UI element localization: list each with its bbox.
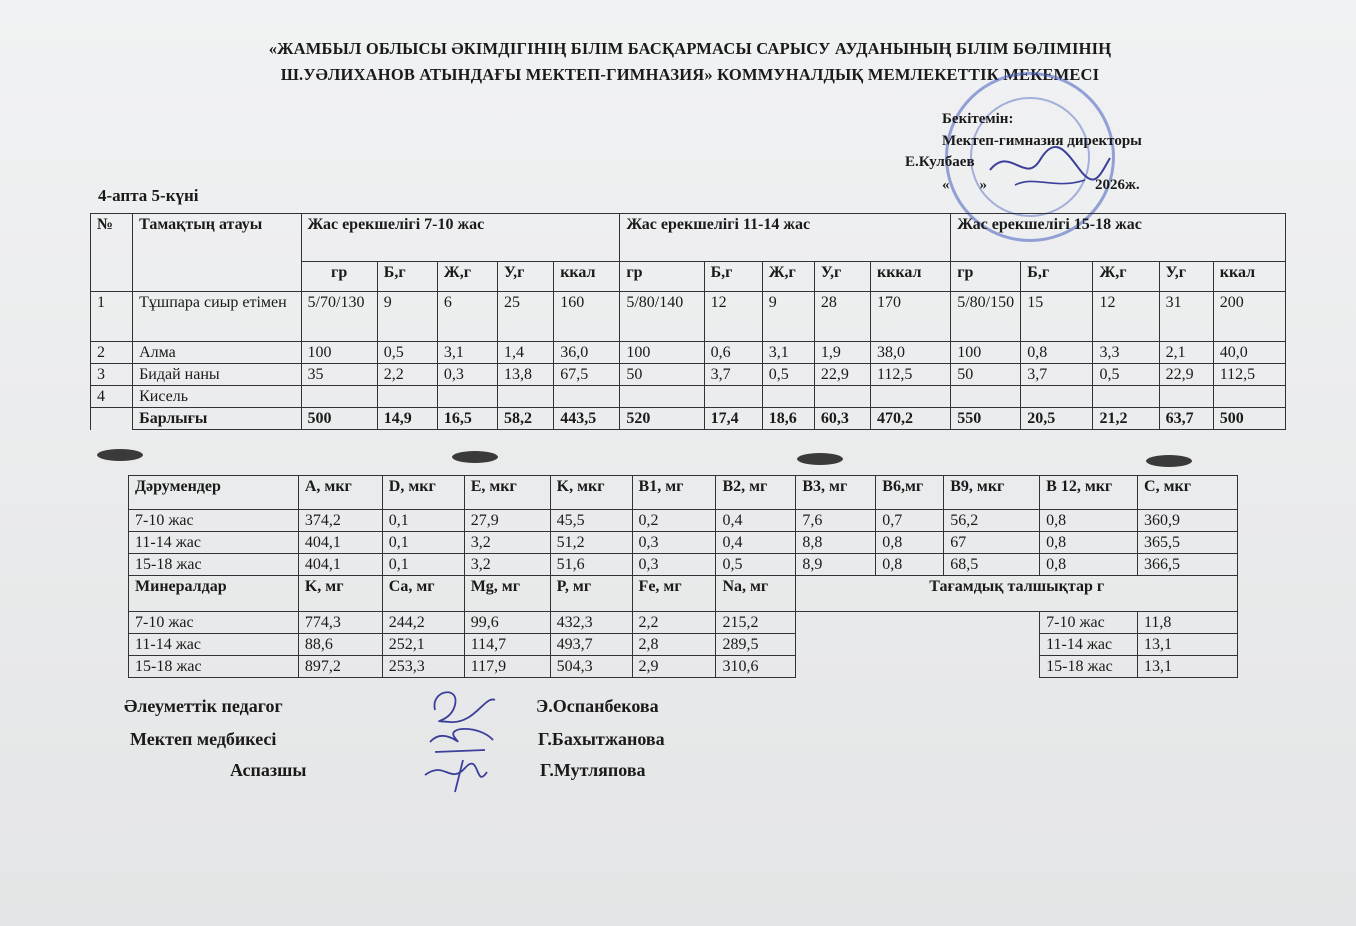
nutrient-value: 1,4 — [498, 342, 554, 364]
nutrient-value: 112,5 — [1213, 364, 1285, 386]
nutrient-value — [437, 386, 497, 408]
vitamin-value: 51,2 — [550, 532, 632, 554]
menu-table — [90, 213, 1286, 430]
vitamin-row — [129, 510, 1238, 532]
nutrient-value — [951, 386, 1021, 408]
mineral-value: 310,6 — [716, 656, 796, 678]
row-number: 1 — [91, 292, 133, 342]
subheader-cell: Б,г — [377, 262, 437, 292]
menu-row — [91, 364, 1286, 386]
mineral-header: K, мг — [298, 576, 382, 612]
menu-row — [91, 386, 1286, 408]
vitamin-header: A, мкг — [298, 476, 382, 510]
vitamin-header: Дәрумендер — [129, 476, 299, 510]
nutrient-value: 6 — [437, 292, 497, 342]
nutrient-value — [301, 386, 377, 408]
mineral-header: Na, мг — [716, 576, 796, 612]
header-line-1: «ЖАМБЫЛ ОБЛЫСЫ ӘКІМДІГІНІҢ БІЛІМ БАСҚАРМАСЫ САРЫСУ АУДАНЫНЫҢ БІЛІМ БӨЛІМІНІҢ — [268, 39, 1112, 58]
menu-body — [91, 292, 1286, 430]
vitamin-row — [129, 532, 1238, 554]
total-value: 550 — [951, 408, 1021, 430]
nutrient-value: 2,1 — [1159, 342, 1213, 364]
vitamin-value: 51,6 — [550, 554, 632, 576]
subheader-cell: гр — [301, 262, 377, 292]
mineral-value: 252,1 — [382, 634, 464, 656]
vitamin-value: 11-14 жас — [129, 532, 299, 554]
vitamin-header: B9, мкг — [944, 476, 1040, 510]
hole-punch-mark — [452, 451, 498, 463]
mineral-value: 7-10 жас — [129, 612, 299, 634]
menu-row — [91, 342, 1286, 364]
mineral-value: 244,2 — [382, 612, 464, 634]
col-number-header: № — [91, 214, 133, 292]
mineral-header: P, мг — [550, 576, 632, 612]
vitamin-value: 0,1 — [382, 554, 464, 576]
minerals-header-row — [129, 576, 1238, 612]
age-group-header: Жас ерекшелігі 7-10 жас — [301, 214, 620, 262]
nutrient-value — [704, 386, 762, 408]
dish-name: Тұшпара сиыр етімен — [133, 292, 301, 342]
vitamin-value: 0,8 — [1040, 532, 1138, 554]
nutrient-value: 31 — [1159, 292, 1213, 342]
mineral-value: 432,3 — [550, 612, 632, 634]
vitamins-body — [129, 476, 1238, 678]
menu-row — [91, 292, 1286, 342]
subheader-cell: Ж,г — [1093, 262, 1159, 292]
mineral-value: 774,3 — [298, 612, 382, 634]
vitamin-value: 366,5 — [1138, 554, 1238, 576]
dish-name: Бидай наны — [133, 364, 301, 386]
signatory-role: Әлеуметтік педагог — [124, 696, 283, 716]
nutrient-value — [498, 386, 554, 408]
nutrient-value: 3,7 — [1021, 364, 1093, 386]
row-number: 4 — [91, 386, 133, 408]
total-value: 16,5 — [437, 408, 497, 430]
nutrient-value: 36,0 — [554, 342, 620, 364]
vitamin-value: 0,8 — [876, 532, 944, 554]
vitamin-value: 7,6 — [796, 510, 876, 532]
total-label: Барлығы — [133, 408, 301, 430]
vitamin-header: E, мкг — [464, 476, 550, 510]
vitamin-header: B3, мг — [796, 476, 876, 510]
vitamin-value: 0,8 — [1040, 510, 1138, 532]
mineral-value: 897,2 — [298, 656, 382, 678]
nutrient-value: 9 — [762, 292, 814, 342]
vitamin-header: B2, мг — [716, 476, 796, 510]
date-open-quote: « — [942, 177, 950, 193]
nutrient-value: 160 — [554, 292, 620, 342]
nutrient-value: 40,0 — [1213, 342, 1285, 364]
hole-punch-mark — [797, 453, 843, 465]
subheader-cell: У,г — [498, 262, 554, 292]
total-value: 500 — [1213, 408, 1285, 430]
nutrient-value: 3,1 — [437, 342, 497, 364]
approval-position: Мектеп-гимназия директоры — [942, 133, 1142, 149]
nutrient-value — [870, 386, 950, 408]
vitamin-value: 27,9 — [464, 510, 550, 532]
nutrient-value: 15 — [1021, 292, 1093, 342]
date-year: 2026ж. — [1095, 177, 1140, 193]
nutrient-value — [1093, 386, 1159, 408]
hole-punch-mark — [97, 449, 143, 461]
vitamins-header-row — [129, 476, 1238, 510]
vitamin-value: 68,5 — [944, 554, 1040, 576]
mineral-value: 2,8 — [632, 634, 716, 656]
fiber-spacer — [796, 612, 1040, 634]
nutrient-value: 100 — [301, 342, 377, 364]
vitamin-value: 8,8 — [796, 532, 876, 554]
signatory-name: Г.Бахытжанова — [538, 729, 665, 749]
nutrient-value: 22,9 — [1159, 364, 1213, 386]
subheader-cell: Б,г — [1021, 262, 1093, 292]
nutrient-value: 67,5 — [554, 364, 620, 386]
mineral-header: Mg, мг — [464, 576, 550, 612]
mineral-value: 504,3 — [550, 656, 632, 678]
total-value: 470,2 — [870, 408, 950, 430]
nutrient-value: 12 — [1093, 292, 1159, 342]
total-value: 443,5 — [554, 408, 620, 430]
mineral-value: 2,2 — [632, 612, 716, 634]
vitamin-value: 365,5 — [1138, 532, 1238, 554]
fiber-spacer — [796, 634, 1040, 656]
row-number: 2 — [91, 342, 133, 364]
vitamin-value: 56,2 — [944, 510, 1040, 532]
nutrient-value: 38,0 — [870, 342, 950, 364]
nutrient-value: 0,5 — [762, 364, 814, 386]
week-day-label: 4-апта 5-күні — [98, 186, 199, 205]
subheader-cell: гр — [620, 262, 704, 292]
fiber-age: 7-10 жас — [1040, 612, 1138, 634]
total-value: 58,2 — [498, 408, 554, 430]
nutrient-value: 50 — [951, 364, 1021, 386]
nutrient-value — [1213, 386, 1285, 408]
nutrient-value: 35 — [301, 364, 377, 386]
nutrient-value: 25 — [498, 292, 554, 342]
nutrient-value: 3,7 — [704, 364, 762, 386]
director-signature-icon — [985, 140, 1115, 200]
approval-title: Бекітемін: — [942, 111, 1014, 127]
nutrient-value: 22,9 — [814, 364, 870, 386]
total-value: 500 — [301, 408, 377, 430]
mineral-value: 289,5 — [716, 634, 796, 656]
fiber-value: 13,1 — [1138, 656, 1238, 678]
fiber-value: 11,8 — [1138, 612, 1238, 634]
total-value: 60,3 — [814, 408, 870, 430]
mineral-value: 215,2 — [716, 612, 796, 634]
nutrient-value: 112,5 — [870, 364, 950, 386]
vitamin-value: 0,7 — [876, 510, 944, 532]
mineral-value: 117,9 — [464, 656, 550, 678]
nutrient-value: 200 — [1213, 292, 1285, 342]
vitamin-header: D, мкг — [382, 476, 464, 510]
vitamin-value: 3,2 — [464, 532, 550, 554]
nutrient-value: 100 — [951, 342, 1021, 364]
mineral-value: 99,6 — [464, 612, 550, 634]
mineral-value: 493,7 — [550, 634, 632, 656]
total-value: 17,4 — [704, 408, 762, 430]
mineral-header: Fe, мг — [632, 576, 716, 612]
subheader-cell: У,г — [814, 262, 870, 292]
nutrient-value: 3,1 — [762, 342, 814, 364]
nutrient-value: 12 — [704, 292, 762, 342]
vitamin-value: 0,2 — [632, 510, 716, 532]
nutrient-value — [554, 386, 620, 408]
nutrient-value: 5/80/140 — [620, 292, 704, 342]
subheader-cell: Ж,г — [762, 262, 814, 292]
vitamin-value: 0,5 — [716, 554, 796, 576]
subheader-cell: ккал — [1213, 262, 1285, 292]
fiber-age: 11-14 жас — [1040, 634, 1138, 656]
total-value: 20,5 — [1021, 408, 1093, 430]
nutrient-value: 0,3 — [437, 364, 497, 386]
subheader-cell: Б,г — [704, 262, 762, 292]
vitamin-value: 374,2 — [298, 510, 382, 532]
vitamin-row — [129, 554, 1238, 576]
vitamin-value: 0,8 — [1040, 554, 1138, 576]
signatory-name: Э.Оспанбекова — [536, 696, 659, 716]
vitamin-header: B 12, мкг — [1040, 476, 1138, 510]
nutrient-value — [762, 386, 814, 408]
nutrient-value — [1021, 386, 1093, 408]
hole-punch-mark — [1146, 455, 1192, 467]
vitamin-value: 0,3 — [632, 532, 716, 554]
row-number: 3 — [91, 364, 133, 386]
nutrient-value: 0,5 — [377, 342, 437, 364]
nutrient-value: 0,8 — [1021, 342, 1093, 364]
nutrient-value — [377, 386, 437, 408]
nutrient-value: 0,5 — [1093, 364, 1159, 386]
fiber-age: 15-18 жас — [1040, 656, 1138, 678]
nutrient-value: 100 — [620, 342, 704, 364]
signatory-name: Г.Мутляпова — [540, 760, 646, 780]
mineral-row — [129, 612, 1238, 634]
handwritten-signatures-icon — [415, 680, 505, 795]
vitamin-value: 360,9 — [1138, 510, 1238, 532]
mineral-header: Ca, мг — [382, 576, 464, 612]
date-close-quote: » — [979, 177, 987, 193]
subheader-cell: У,г — [1159, 262, 1213, 292]
vitamin-value: 3,2 — [464, 554, 550, 576]
vitamin-header: K, мкг — [550, 476, 632, 510]
mineral-value: 11-14 жас — [129, 634, 299, 656]
vitamin-value: 67 — [944, 532, 1040, 554]
vitamins-minerals-table — [128, 475, 1238, 678]
fiber-spacer — [796, 656, 1040, 678]
mineral-row — [129, 634, 1238, 656]
mineral-row — [129, 656, 1238, 678]
subheader-cell: Ж,г — [437, 262, 497, 292]
vitamin-value: 0,3 — [632, 554, 716, 576]
signatory-role: Мектеп медбикесі — [130, 729, 277, 749]
mineral-value: 88,6 — [298, 634, 382, 656]
age-group-header: Жас ерекшелігі 15-18 жас — [951, 214, 1286, 262]
vitamin-header: B6,мг — [876, 476, 944, 510]
vitamin-value: 0,1 — [382, 510, 464, 532]
vitamin-value: 0,8 — [876, 554, 944, 576]
vitamin-value: 0,4 — [716, 510, 796, 532]
total-value: 520 — [620, 408, 704, 430]
col-name-header: Тамақтың атауы — [133, 214, 301, 292]
total-value: 14,9 — [377, 408, 437, 430]
nutrient-value: 5/80/150 — [951, 292, 1021, 342]
subheader-cell: ккал — [554, 262, 620, 292]
vitamin-value: 0,4 — [716, 532, 796, 554]
nutrient-value — [814, 386, 870, 408]
vitamin-value: 8,9 — [796, 554, 876, 576]
nutrient-value: 1,9 — [814, 342, 870, 364]
header-line-2: Ш.УӘЛИХАНОВ АТЫНДАҒЫ МЕКТЕП-ГИМНАЗИЯ» КОММУНАЛДЫҚ МЕМЛЕКЕТТІК МЕКЕМЕСІ — [280, 65, 1100, 84]
fiber-header: Тағамдық талшықтар г — [796, 576, 1238, 612]
menu-total-row — [91, 408, 1286, 430]
empty-cell — [91, 408, 133, 430]
vitamin-value: 404,1 — [298, 532, 382, 554]
nutrient-value: 9 — [377, 292, 437, 342]
fiber-value: 13,1 — [1138, 634, 1238, 656]
mineral-value: 114,7 — [464, 634, 550, 656]
vitamin-value: 7-10 жас — [129, 510, 299, 532]
nutrient-value: 50 — [620, 364, 704, 386]
subheader-cell: гр — [951, 262, 1021, 292]
vitamin-value: 15-18 жас — [129, 554, 299, 576]
subheader-cell: кккал — [870, 262, 950, 292]
approval-director-name: Е.Кулбаев — [905, 154, 975, 170]
vitamin-header: C, мкг — [1138, 476, 1238, 510]
dish-name: Кисель — [133, 386, 301, 408]
mineral-header: Минералдар — [129, 576, 299, 612]
age-group-header: Жас ерекшелігі 11-14 жас — [620, 214, 951, 262]
total-value: 21,2 — [1093, 408, 1159, 430]
signatory-role: Аспазшы — [230, 760, 307, 780]
mineral-value: 253,3 — [382, 656, 464, 678]
nutrient-value — [620, 386, 704, 408]
nutrient-value: 3,3 — [1093, 342, 1159, 364]
nutrient-value: 28 — [814, 292, 870, 342]
vitamin-value: 45,5 — [550, 510, 632, 532]
vitamin-header: B1, мг — [632, 476, 716, 510]
vitamin-value: 0,1 — [382, 532, 464, 554]
nutrient-value: 0,6 — [704, 342, 762, 364]
mineral-value: 15-18 жас — [129, 656, 299, 678]
vitamin-value: 404,1 — [298, 554, 382, 576]
nutrient-value: 2,2 — [377, 364, 437, 386]
nutrient-value: 13,8 — [498, 364, 554, 386]
mineral-value: 2,9 — [632, 656, 716, 678]
nutrient-value — [1159, 386, 1213, 408]
dish-name: Алма — [133, 342, 301, 364]
total-value: 63,7 — [1159, 408, 1213, 430]
menu-header-row — [91, 214, 1286, 262]
total-value: 18,6 — [762, 408, 814, 430]
nutrient-value: 5/70/130 — [301, 292, 377, 342]
nutrient-value: 170 — [870, 292, 950, 342]
